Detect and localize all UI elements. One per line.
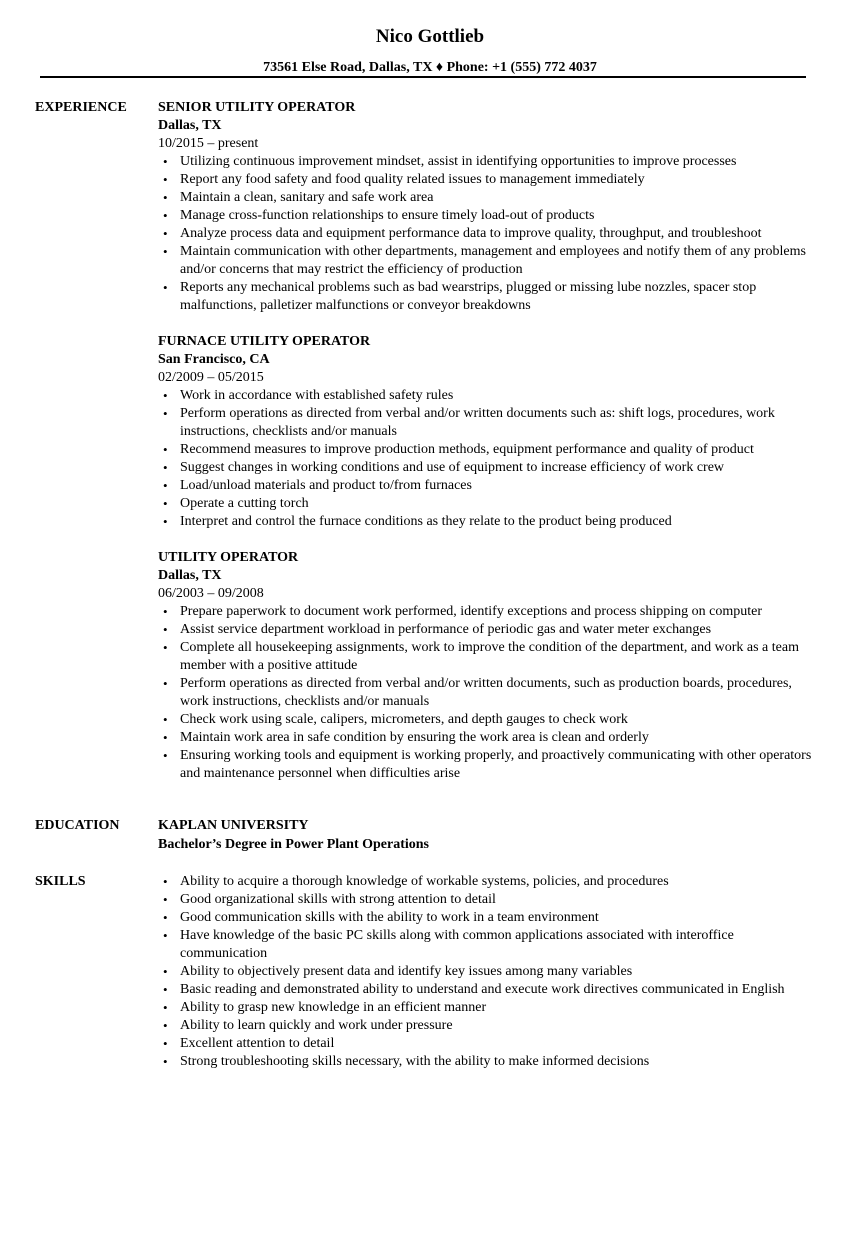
job-entry bbox=[158, 99, 818, 315]
education-entry bbox=[158, 817, 818, 854]
list-item: • Assist service department workload in performance of periodic gas and water meter exchanges bbox=[158, 621, 818, 639]
job-location: San Francisco, CA bbox=[158, 352, 270, 367]
contact-line: 73561 Else Road, Dallas, TX ♦ Phone: +1 (555) 772 4037 bbox=[263, 60, 597, 75]
list-item: • Analyze process data and equipment performance data to improve quality, throughput, and troubleshoot bbox=[158, 225, 818, 243]
list-item: • Utilizing continuous improvement mindset, assist in identifying opportunities to improve processes bbox=[158, 153, 818, 171]
list-item: • Ensuring working tools and equipment is working properly, and proactively communicating with other operators and maintenance personnel when difficulties arise bbox=[158, 747, 818, 783]
job-location: Dallas, TX bbox=[158, 118, 222, 133]
job-dates: 10/2015 – present bbox=[158, 136, 259, 151]
list-item: • Perform operations as directed from verbal and/or written documents such as: shift logs, procedures, work instructions, checklists and/or manuals bbox=[158, 405, 818, 441]
experience-list bbox=[158, 99, 818, 801]
list-item: • Recommend measures to improve production methods, equipment performance and quality of product bbox=[158, 441, 818, 459]
list-item: • Operate a cutting torch bbox=[158, 495, 818, 513]
job-bullets bbox=[158, 153, 818, 315]
list-item: • Prepare paperwork to document work performed, identify exceptions and process shipping on computer bbox=[158, 603, 818, 621]
job-entry bbox=[158, 549, 818, 783]
list-item: • Ability to acquire a thorough knowledge of workable systems, policies, and procedures bbox=[158, 873, 818, 891]
list-item: • Ability to objectively present data and identify key issues among many variables bbox=[158, 963, 818, 981]
job-location: Dallas, TX bbox=[158, 568, 222, 583]
job-title: UTILITY OPERATOR bbox=[158, 550, 299, 565]
list-item: • Complete all housekeeping assignments, work to improve the condition of the department, and work as a team member with a positive attitude bbox=[158, 639, 818, 675]
list-item: • Basic reading and demonstrated ability to understand and execute work directives communicated in English bbox=[158, 981, 818, 999]
list-item: • Suggest changes in working conditions and use of equipment to increase efficiency of work crew bbox=[158, 459, 818, 477]
candidate-name: Nico Gottlieb bbox=[375, 26, 485, 47]
school-name: KAPLAN UNIVERSITY bbox=[158, 818, 309, 833]
header-divider bbox=[40, 76, 806, 78]
section-label-experience: EXPERIENCE bbox=[35, 100, 127, 115]
section-label-skills: SKILLS bbox=[35, 874, 86, 889]
list-item: • Check work using scale, calipers, micrometers, and depth gauges to check work bbox=[158, 711, 818, 729]
job-bullets bbox=[158, 603, 818, 783]
job-bullets bbox=[158, 387, 818, 531]
list-item: • Ability to learn quickly and work under pressure bbox=[158, 1017, 818, 1035]
skill-bullets bbox=[158, 873, 818, 1071]
list-item: • Good organizational skills with strong attention to detail bbox=[158, 891, 818, 909]
list-item: • Have knowledge of the basic PC skills along with common applications associated with interoffice communication bbox=[158, 927, 818, 963]
job-entry bbox=[158, 333, 818, 531]
list-item: • Perform operations as directed from verbal and/or written documents, such as production boards, procedures, work instructions, checklists and/or manuals bbox=[158, 675, 818, 711]
list-item: • Excellent attention to detail bbox=[158, 1035, 818, 1053]
degree: Bachelor’s Degree in Power Plant Operations bbox=[158, 837, 430, 852]
list-item: • Load/unload materials and product to/from furnaces bbox=[158, 477, 818, 495]
list-item: • Work in accordance with established safety rules bbox=[158, 387, 818, 405]
list-item: • Maintain communication with other departments, management and employees and notify them of any problems and/or concerns that may restrict the efficiency of production bbox=[158, 243, 818, 279]
list-item: • Report any food safety and food quality related issues to management immediately bbox=[158, 171, 818, 189]
list-item: • Maintain work area in safe condition by ensuring the work area is clean and orderly bbox=[158, 729, 818, 747]
resume-header bbox=[0, 0, 860, 77]
section-label-education: EDUCATION bbox=[35, 818, 120, 833]
list-item: • Interpret and control the furnace conditions as they relate to the product being produced bbox=[158, 513, 818, 531]
list-item: • Strong troubleshooting skills necessary, with the ability to make informed decisions bbox=[158, 1053, 818, 1071]
list-item: • Manage cross-function relationships to ensure timely load-out of products bbox=[158, 207, 818, 225]
job-dates: 06/2003 – 09/2008 bbox=[158, 586, 264, 601]
list-item: • Maintain a clean, sanitary and safe work area bbox=[158, 189, 818, 207]
job-title: SENIOR UTILITY OPERATOR bbox=[158, 100, 356, 115]
list-item: • Ability to grasp new knowledge in an efficient manner bbox=[158, 999, 818, 1017]
list-item: • Good communication skills with the ability to work in a team environment bbox=[158, 909, 818, 927]
job-title: FURNACE UTILITY OPERATOR bbox=[158, 334, 371, 349]
job-dates: 02/2009 – 05/2015 bbox=[158, 370, 264, 385]
skills-list bbox=[158, 873, 818, 1071]
list-item: • Reports any mechanical problems such as bad wearstrips, plugged or missing lube nozzles, spacer stop malfunctions, palletizer malfunctions or conveyor breakdowns bbox=[158, 279, 818, 315]
